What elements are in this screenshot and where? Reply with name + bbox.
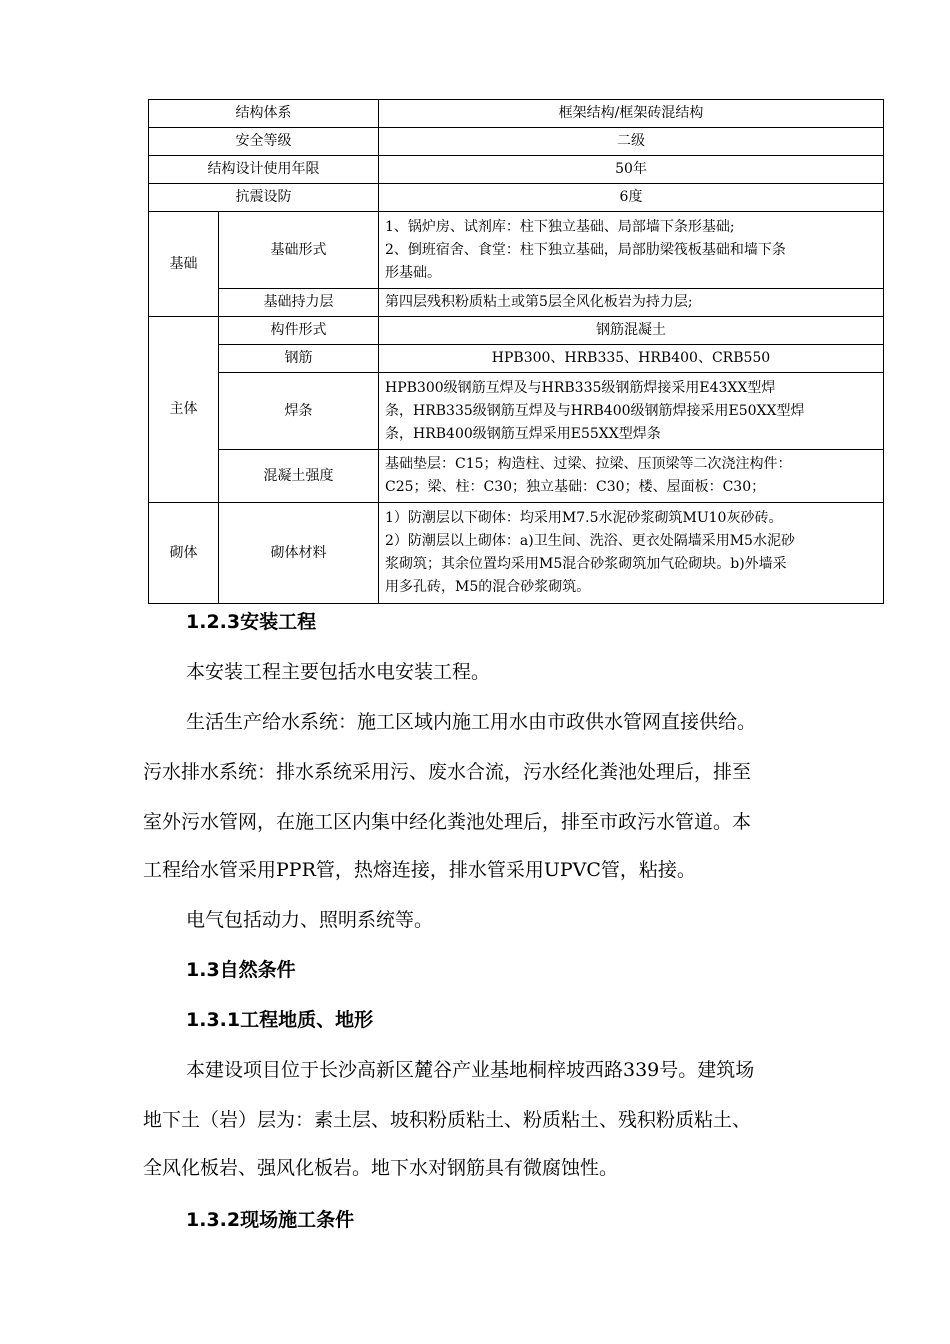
paragraph-electric: 电气包括动力、照明系统等。 (186, 909, 434, 931)
paragraph-install: 本安装工程主要包括水电安装工程。 (186, 661, 491, 683)
row-value: 二级 (379, 128, 884, 156)
table-row (149, 317, 884, 345)
heading-1-3: 1.3自然条件 (186, 959, 296, 981)
table-row (149, 345, 884, 373)
row-value: 钢筋混凝土 (379, 317, 884, 345)
row-label: 焊条 (219, 373, 379, 450)
text-line: 浆砌筑；其余位置均采用M5混合砂浆砌筑加气砼砌块。b)外墙采 (385, 556, 787, 572)
row-value-masonry (379, 503, 884, 604)
row-value: 50年 (379, 156, 884, 184)
paragraph-water-line-3: 室外污水管网，在施工区内集中经化粪池处理后，排至市政污水管道。本 (143, 811, 752, 833)
table-row (149, 184, 884, 212)
table-row (149, 128, 884, 156)
row-label: 抗震设防 (149, 184, 379, 212)
paragraph-water-line-2: 污水排水系统：排水系统采用污、废水合流，污水经化粪池处理后，排至 (143, 761, 752, 783)
row-value-foundation-form (379, 212, 884, 289)
paragraph-water-line-1: 生活生产给水系统：施工区域内施工用水由市政供水管网直接供给。 (186, 711, 757, 733)
text-line: 用多孔砖，M5的混合砂浆砌筑。 (385, 579, 591, 595)
table-row (149, 212, 884, 289)
table-row (149, 100, 884, 128)
group-label-main: 主体 (149, 317, 219, 503)
heading-1-3-2: 1.3.2现场施工条件 (186, 1209, 355, 1231)
paragraph-geology-line-3: 全风化板岩、强风化板岩。地下水对钢筋具有微腐蚀性。 (143, 1157, 619, 1179)
row-label: 结构体系 (149, 100, 379, 128)
text-line: C25；梁、柱：C30；独立基础：C30；楼、屋面板：C30； (385, 479, 766, 495)
text-line: HPB300级钢筋互焊及与HRB335级钢筋焊接采用E43XX型焊 (385, 379, 776, 396)
row-value: 第四层残积粉质粘土或第5层全风化板岩为持力层; (379, 289, 884, 317)
row-value-weld (379, 373, 884, 450)
row-value: 6度 (379, 184, 884, 212)
text-line: 1、锅炉房、试剂库：柱下独立基础、局部墙下条形基础; (385, 218, 735, 235)
row-label: 构件形式 (219, 317, 379, 345)
text-line: 形基础。 (385, 264, 441, 281)
text-line: 1）防潮层以下砌体：均采用M7.5水泥砂浆砌筑MU10灰砂砖。 (385, 510, 783, 526)
group-label-foundation: 基础 (149, 212, 219, 317)
table-row (149, 289, 884, 317)
row-value-concrete (379, 450, 884, 503)
text-line: 条，HRB335级钢筋互焊及与HRB400级钢筋焊接采用E50XX型焊 (385, 402, 805, 419)
table-row (149, 503, 884, 604)
heading-1-3-1: 1.3.1工程地质、地形 (186, 1009, 374, 1031)
row-label: 结构设计使用年限 (149, 156, 379, 184)
row-label: 基础形式 (219, 212, 379, 289)
heading-1-2-3: 1.2.3安装工程 (186, 611, 317, 633)
text-line: 2）防潮层以上砌体：a)卫生间、洗浴、更衣处隔墙采用M5水泥砂 (385, 533, 795, 549)
structure-spec-table (148, 99, 884, 604)
row-value: 框架结构/框架砖混结构 (379, 100, 884, 128)
group-label-masonry: 砌体 (149, 503, 219, 604)
row-label: 基础持力层 (219, 289, 379, 317)
text-line: 基础垫层：C15；构造柱、过梁、拉梁、压顶梁等二次浇注构件： (385, 456, 792, 472)
row-label: 砌体材料 (219, 503, 379, 604)
table-row (149, 373, 884, 450)
table-row (149, 450, 884, 503)
row-label: 安全等级 (149, 128, 379, 156)
paragraph-geology-line-1: 本建设项目位于长沙高新区麓谷产业基地桐梓坡西路339号。建筑场 (186, 1059, 755, 1081)
paragraph-water-line-4: 工程给水管采用PPR管，热熔连接，排水管采用UPVC管，粘接。 (143, 859, 696, 881)
row-label: 混凝土强度 (219, 450, 379, 503)
row-value: HPB300、HRB335、HRB400、CRB550 (379, 345, 884, 373)
table-row (149, 156, 884, 184)
row-label: 钢筋 (219, 345, 379, 373)
text-line: 条，HRB400级钢筋互焊采用E55XX型焊条 (385, 425, 661, 442)
paragraph-geology-line-2: 地下土（岩）层为：素土层、坡积粉质粘土、粉质粘土、残积粉质粘土、 (143, 1109, 752, 1131)
text-line: 2、倒班宿舍、食堂：柱下独立基础，局部肋梁筏板基础和墙下条 (385, 241, 786, 258)
